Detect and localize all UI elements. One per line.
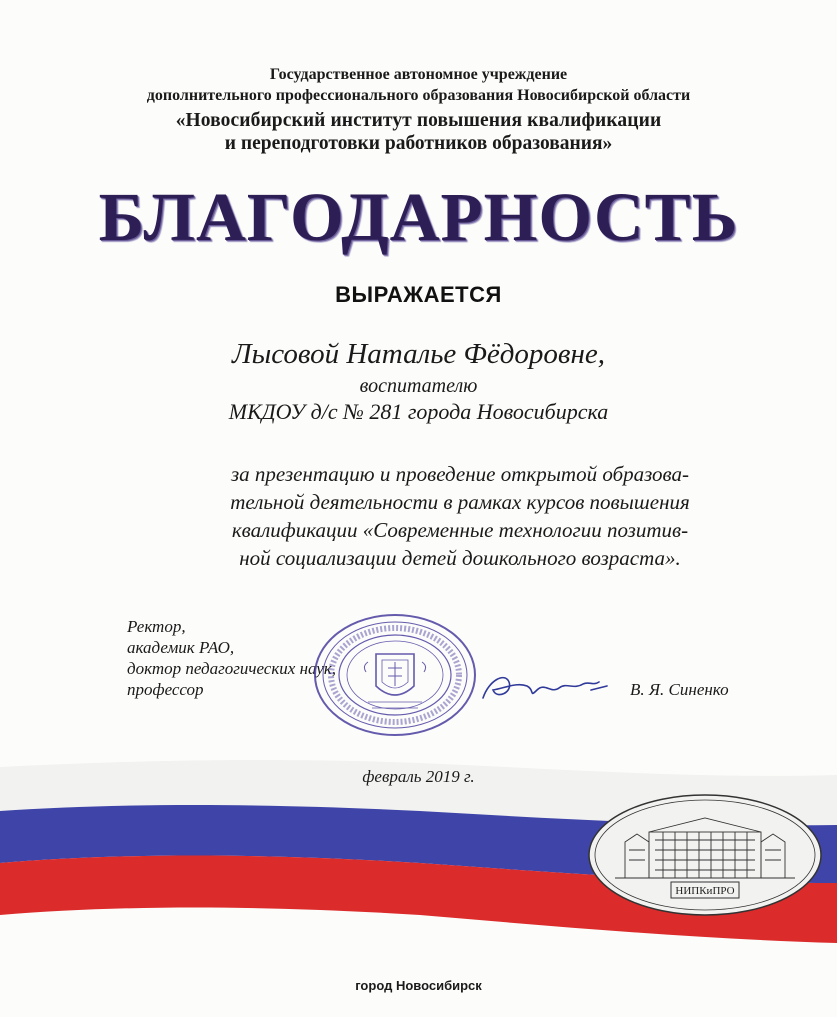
header-line-4: и переподготовки работников образования» xyxy=(224,133,613,154)
certificate-subtitle: ВЫРАЖАЕТСЯ xyxy=(335,282,502,307)
header-line-2: дополнительного профессионального образования Новосибирской области xyxy=(146,87,691,104)
official-stamp xyxy=(310,610,480,740)
issue-date: февраль 2019 г. xyxy=(362,767,475,786)
reason-line: ной социализации детей дошкольного возраста». xyxy=(239,546,681,570)
header-line-1: Государственное автономное учреждение xyxy=(269,66,568,83)
certificate-title: БЛАГОДАРНОСТЬ xyxy=(98,179,739,255)
header-line-3: «Новосибирский институт повышения квалификации xyxy=(175,110,662,131)
reason-text xyxy=(150,460,770,572)
recipient-position: воспитателю xyxy=(359,375,478,397)
rector-line: профессор xyxy=(127,680,204,699)
rector-title xyxy=(127,616,336,700)
signer-name: В. Я. Синенко xyxy=(630,680,729,699)
institute-emblem xyxy=(585,790,825,920)
rector-line: Ректор, xyxy=(127,617,186,636)
city-footer: город Новосибирск xyxy=(355,978,482,993)
rector-line: академик РАО, xyxy=(127,638,235,657)
reason-line: квалификации «Современные технологии позитив- xyxy=(231,518,689,542)
reason-line: за презентацию и проведение открытой образова- xyxy=(230,462,690,486)
reason-line: тельной деятельности в рамках курсов повышения xyxy=(230,490,690,514)
recipient-organization: МКДОУ д/с № 281 города Новосибирска xyxy=(228,399,609,424)
emblem-label: НИПКиПРО xyxy=(675,885,735,897)
signature xyxy=(475,660,615,710)
rector-line: доктор педагогических наук, xyxy=(127,659,337,678)
recipient-name: Лысовой Наталье Фёдоровне, xyxy=(231,338,606,370)
